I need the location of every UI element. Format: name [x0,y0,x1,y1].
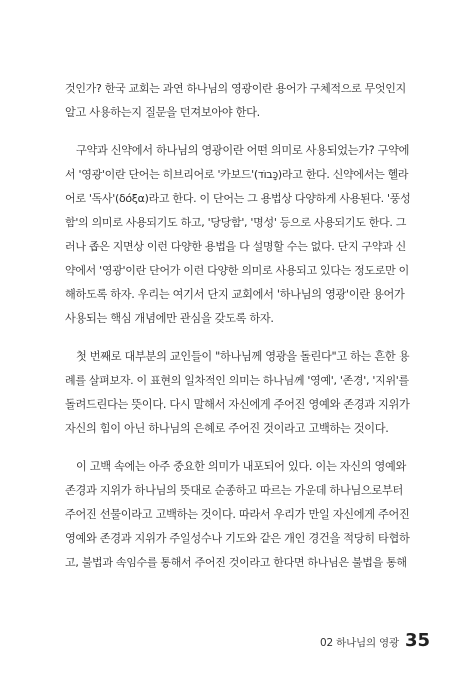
text-line: 고, 불법과 속임수를 통해서 주어진 것이라고 한다면 하나님은 불법을 통해 [65,556,407,569]
running-footer-title: 02 하나님의 영광 [320,637,399,649]
paragraph-2 [65,139,410,331]
page-footer [320,630,430,651]
text-line: 례를 살펴보자. 이 표현의 일차적인 의미는 하나님께 '영예', '존경', '지위'를 [65,374,409,387]
text-line: 주어진 선물이라고 고백하는 것이다. 따라서 우리가 만일 자신에게 주어진 [65,508,410,521]
body-text [65,77,410,589]
text-line: 존경과 지위가 하나님의 뜻대로 순종하고 따르는 가운데 하나님으로부터 [65,484,404,497]
text-line: 알고 사용하는지 질문을 던져보아야 한다. [65,106,260,119]
text-line: 함'의 의미로 사용되기도 하고, '당당함', '명성' 등으로 사용되기도 한다. 그 [65,216,407,229]
text-line: 첫 번째로 대부분의 교인들이 "하나님께 영광을 돌린다"고 하는 흔한 용 [76,350,410,363]
page-number: 35 [404,630,430,651]
text-line: 자신의 힘이 아닌 하나님의 은혜로 주어진 것이라고 고백하는 것이다. [65,422,389,435]
text-line: 서 '영광'이란 단어는 히브리어로 '카보드'(כָּבוֹד)라고 한다. 신약에서는 헬라 [65,168,409,181]
text-line: 러나 좁은 지면상 이런 다양한 용법을 다 설명할 수는 없다. 단지 구약과 신 [65,240,407,253]
text-line: 영예와 존경과 지위가 주일성수나 기도와 같은 개인 경건을 적당히 타협하 [65,532,410,545]
text-line: 돌려드린다는 뜻이다. 다시 말해서 자신에게 주어진 영예와 존경과 지위가 [65,398,410,411]
text-line: 어로 '독사'(δόξα)라고 한다. 이 단어는 그 용법상 다양하게 사용된다. '풍성 [65,192,411,205]
text-line: 사용되는 핵심 개념에만 관심을 갖도록 하자. [65,312,274,325]
text-line: 이 고백 속에는 아주 중요한 의미가 내포되어 있다. 이는 자신의 영예와 [76,460,407,473]
paragraph-1 [65,77,410,125]
text-line: 해하도록 하자. 우리는 여기서 단지 교회에서 '하나님의 영광'이란 용어가 [65,288,405,301]
text-line: 구약과 신약에서 하나님의 영광이란 어떤 의미로 사용되었는가? 구약에 [76,144,410,157]
text-line: 약에서 '영광'이란 단어가 이런 다양한 의미로 사용되고 있다는 정도로만 이 [65,264,409,277]
text-line: 것인가? 한국 교회는 과연 하나님의 영광이란 용어가 구체적으로 무엇인지 [65,82,406,95]
paragraph-3 [65,345,410,441]
paragraph-4 [65,455,410,575]
